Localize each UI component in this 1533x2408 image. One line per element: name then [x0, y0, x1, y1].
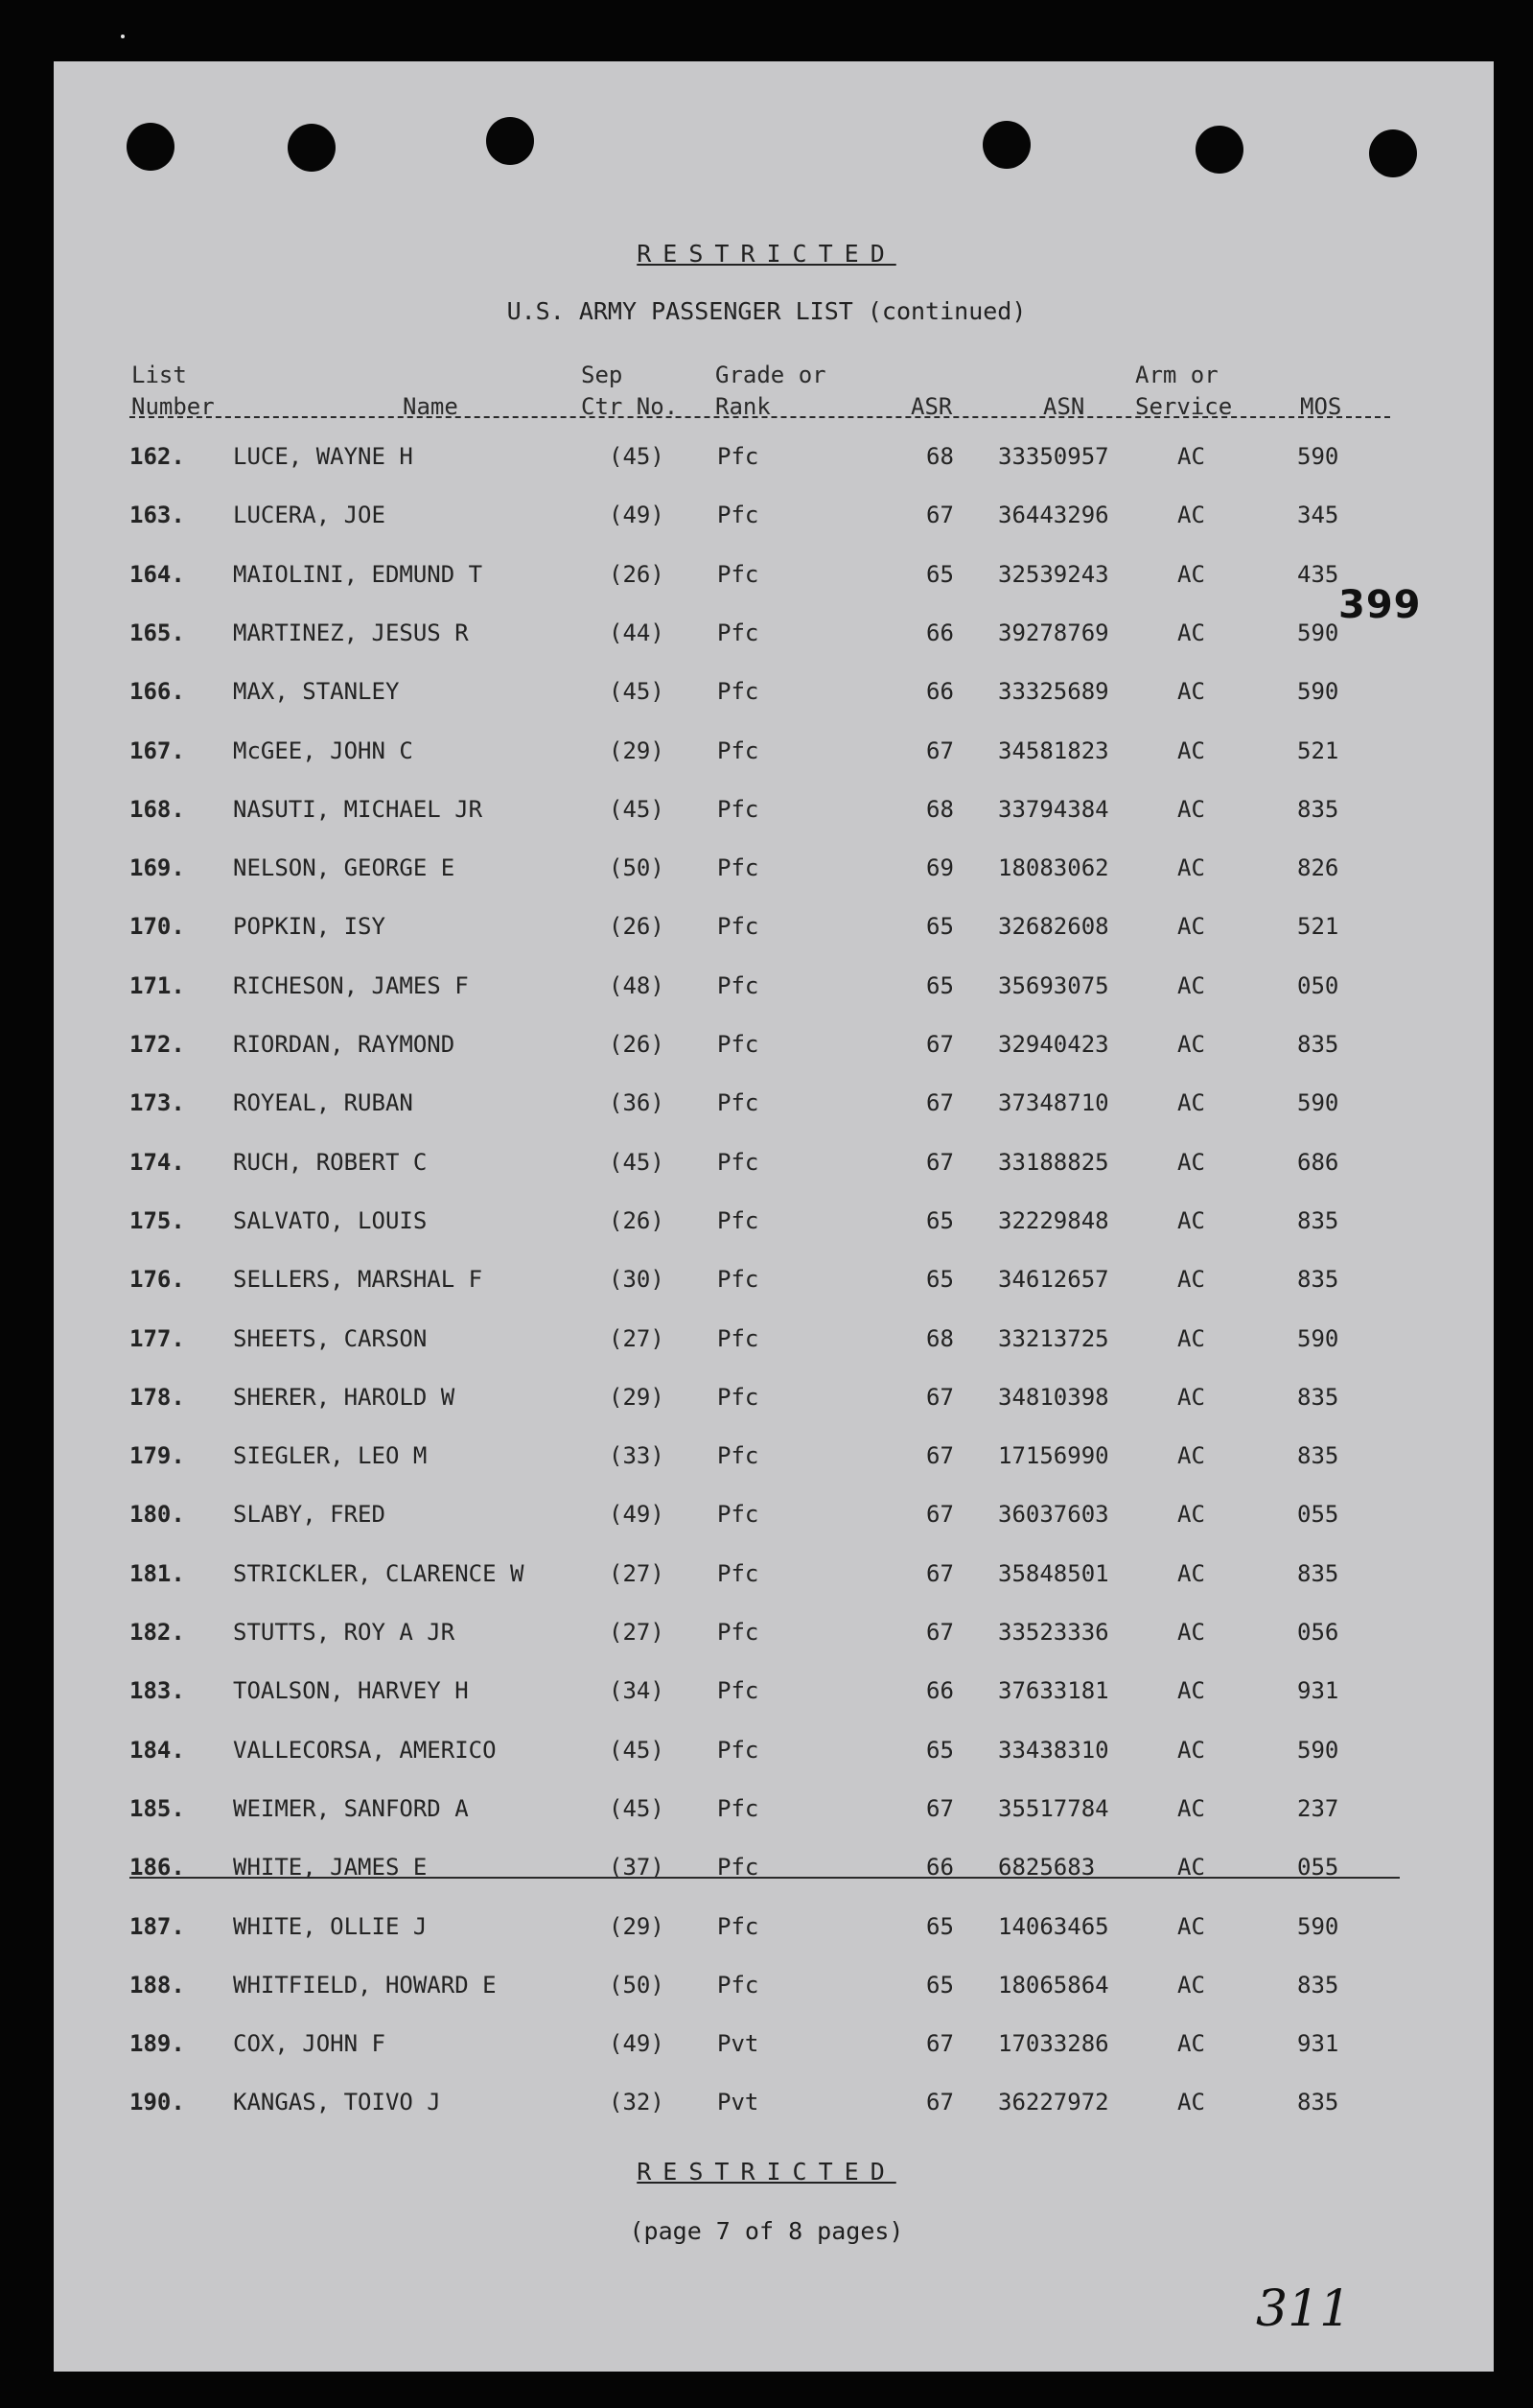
row-number: 167.	[129, 736, 185, 764]
col-header-mos: MOS	[1300, 393, 1342, 420]
grade-rank: Pfc	[717, 1912, 759, 1940]
arm-service: AC	[1177, 1559, 1205, 1587]
strikethrough-line	[129, 1877, 1400, 1879]
grade-rank: Pfc	[717, 1854, 759, 1882]
grade-rank: Pfc	[717, 1971, 759, 1999]
mos-code: 590	[1297, 619, 1339, 646]
grade-rank: Pfc	[717, 736, 759, 764]
arm-service: AC	[1177, 502, 1205, 529]
asr-score: 67	[926, 1031, 954, 1058]
table-row	[0, 2030, 1533, 2069]
arm-service: AC	[1177, 2089, 1205, 2116]
arm-service: AC	[1177, 1912, 1205, 1940]
mos-code: 686	[1297, 1148, 1339, 1176]
sep-ctr-number: (37)	[609, 1854, 664, 1882]
mos-code: 590	[1297, 1912, 1339, 1940]
arm-service: AC	[1177, 1089, 1205, 1117]
table-row	[0, 913, 1533, 951]
table-row	[0, 796, 1533, 834]
asr-score: 65	[926, 1736, 954, 1764]
mos-code: 590	[1297, 1089, 1339, 1117]
mos-code: 590	[1297, 1736, 1339, 1764]
passenger-name: LUCERA, JOE	[233, 502, 385, 529]
mos-code: 835	[1297, 1442, 1339, 1470]
row-number: 184.	[129, 1736, 185, 1764]
asn-number: 36227972	[998, 2089, 1109, 2116]
grade-rank: Pfc	[717, 678, 759, 706]
passenger-name: SHEETS, CARSON	[233, 1324, 428, 1352]
asn-number: 32940423	[998, 1031, 1109, 1058]
arm-service: AC	[1177, 1619, 1205, 1646]
asn-number: 37633181	[998, 1677, 1109, 1705]
table-row	[0, 1619, 1533, 1657]
col-header-arm: Arm or Service	[1135, 362, 1233, 420]
row-number: 185.	[129, 1794, 185, 1822]
asn-number: 35693075	[998, 971, 1109, 999]
asr-score: 65	[926, 1206, 954, 1234]
sep-ctr-number: (26)	[609, 1206, 664, 1234]
asr-score: 67	[926, 502, 954, 529]
grade-rank: Pfc	[717, 502, 759, 529]
grade-rank: Pfc	[717, 1794, 759, 1822]
sep-ctr-number: (27)	[609, 1324, 664, 1352]
asn-number: 17033286	[998, 2030, 1109, 2058]
asn-number: 33523336	[998, 1619, 1109, 1646]
arm-service: AC	[1177, 1206, 1205, 1234]
asr-score: 67	[926, 736, 954, 764]
row-number: 165.	[129, 619, 185, 646]
table-row	[0, 1442, 1533, 1481]
sep-ctr-number: (30)	[609, 1266, 664, 1294]
arm-service: AC	[1177, 1383, 1205, 1411]
sep-ctr-number: (49)	[609, 2030, 664, 2058]
asn-number: 34810398	[998, 1383, 1109, 1411]
sep-ctr-number: (27)	[609, 1619, 664, 1646]
mos-code: 521	[1297, 913, 1339, 941]
asn-number: 33213725	[998, 1324, 1109, 1352]
asr-score: 67	[926, 1559, 954, 1587]
row-number: 164.	[129, 560, 185, 588]
arm-service: AC	[1177, 1031, 1205, 1058]
asr-score: 68	[926, 1324, 954, 1352]
table-row	[0, 678, 1533, 716]
passenger-name: NASUTI, MICHAEL JR	[233, 795, 483, 823]
passenger-name: RIORDAN, RAYMOND	[233, 1031, 455, 1058]
passenger-name: STRICKLER, CLARENCE W	[233, 1559, 524, 1587]
passenger-name: ROYEAL, RUBAN	[233, 1089, 413, 1117]
table-row	[0, 737, 1533, 776]
handwritten-page-number: 311	[1256, 2280, 1352, 2338]
arm-service: AC	[1177, 1501, 1205, 1529]
asr-score: 67	[926, 1794, 954, 1822]
asr-score: 67	[926, 1148, 954, 1176]
grade-rank: Pfc	[717, 1148, 759, 1176]
sep-ctr-number: (45)	[609, 1794, 664, 1822]
table-row	[0, 1384, 1533, 1422]
asn-number: 37348710	[998, 1089, 1109, 1117]
row-number: 175.	[129, 1206, 185, 1234]
mos-code: 826	[1297, 854, 1339, 882]
grade-rank: Pfc	[717, 1677, 759, 1705]
row-number: 173.	[129, 1089, 185, 1117]
table-row	[0, 1501, 1533, 1539]
mos-code: 237	[1297, 1794, 1339, 1822]
asn-number: 33325689	[998, 678, 1109, 706]
asn-number: 32539243	[998, 560, 1109, 588]
mos-code: 835	[1297, 1559, 1339, 1587]
asn-number: 34581823	[998, 736, 1109, 764]
col-header-asn: ASN	[1043, 393, 1085, 420]
grade-rank: Pfc	[717, 443, 759, 470]
row-number: 172.	[129, 1031, 185, 1058]
asn-number: 35517784	[998, 1794, 1109, 1822]
passenger-name: WHITFIELD, HOWARD E	[233, 1971, 497, 1999]
row-number: 162.	[129, 443, 185, 470]
passenger-name: MARTINEZ, JESUS R	[233, 619, 469, 646]
grade-rank: Pvt	[717, 2089, 759, 2116]
arm-service: AC	[1177, 1324, 1205, 1352]
grade-rank: Pfc	[717, 913, 759, 941]
arm-service: AC	[1177, 854, 1205, 882]
sep-ctr-number: (44)	[609, 619, 664, 646]
arm-service: AC	[1177, 1677, 1205, 1705]
passenger-name: POPKIN, ISY	[233, 913, 385, 941]
punch-hole	[127, 123, 174, 171]
mos-code: 835	[1297, 795, 1339, 823]
mos-code: 435	[1297, 560, 1339, 588]
punch-hole	[288, 124, 336, 172]
row-number: 189.	[129, 2030, 185, 2058]
mos-code: 835	[1297, 1206, 1339, 1234]
asn-number: 32229848	[998, 1206, 1109, 1234]
asr-score: 67	[926, 1501, 954, 1529]
table-row	[0, 1149, 1533, 1187]
sep-ctr-number: (45)	[609, 443, 664, 470]
asn-number: 32682608	[998, 913, 1109, 941]
table-row	[0, 2089, 1533, 2127]
table-row	[0, 1325, 1533, 1364]
col-header-list-number: List Number	[131, 362, 215, 420]
asr-score: 69	[926, 854, 954, 882]
arm-service: AC	[1177, 1736, 1205, 1764]
grade-rank: Pfc	[717, 1736, 759, 1764]
arm-service: AC	[1177, 619, 1205, 646]
mos-code: 055	[1297, 1501, 1339, 1529]
table-row	[0, 1207, 1533, 1246]
asr-score: 67	[926, 1442, 954, 1470]
mos-code: 590	[1297, 443, 1339, 470]
sep-ctr-number: (32)	[609, 2089, 664, 2116]
grade-rank: Pfc	[717, 1559, 759, 1587]
row-number: 186.	[129, 1854, 185, 1882]
asr-score: 65	[926, 1912, 954, 1940]
row-number: 183.	[129, 1677, 185, 1705]
asr-score: 67	[926, 1383, 954, 1411]
asr-score: 67	[926, 1089, 954, 1117]
passenger-name: LUCE, WAYNE H	[233, 443, 413, 470]
passenger-name: SHERER, HAROLD W	[233, 1383, 455, 1411]
mos-code: 590	[1297, 678, 1339, 706]
sep-ctr-number: (45)	[609, 1736, 664, 1764]
asr-score: 68	[926, 795, 954, 823]
table-row	[0, 1266, 1533, 1304]
grade-rank: Pfc	[717, 1619, 759, 1646]
row-number: 179.	[129, 1442, 185, 1470]
asn-number: 34612657	[998, 1266, 1109, 1294]
col-header-asr: ASR	[911, 393, 953, 420]
grade-rank: Pfc	[717, 1031, 759, 1058]
asn-number: 33188825	[998, 1148, 1109, 1176]
asr-score: 66	[926, 1677, 954, 1705]
grade-rank: Pfc	[717, 971, 759, 999]
table-row	[0, 1031, 1533, 1069]
mos-code: 931	[1297, 1677, 1339, 1705]
asn-number: 6825683	[998, 1854, 1096, 1882]
grade-rank: Pfc	[717, 795, 759, 823]
sep-ctr-number: (45)	[609, 1148, 664, 1176]
asn-number: 35848501	[998, 1559, 1109, 1587]
asr-score: 66	[926, 619, 954, 646]
passenger-name: NELSON, GEORGE E	[233, 854, 455, 882]
restricted-header: RESTRICTED	[637, 240, 896, 268]
col-header-sep-ctr: Sep Ctr No.	[581, 362, 679, 420]
passenger-name: WEIMER, SANFORD A	[233, 1794, 469, 1822]
table-row	[0, 854, 1533, 893]
row-number: 180.	[129, 1501, 185, 1529]
arm-service: AC	[1177, 443, 1205, 470]
table-row	[0, 1677, 1533, 1716]
mos-code: 835	[1297, 1971, 1339, 1999]
asr-score: 67	[926, 1619, 954, 1646]
asn-number: 36037603	[998, 1501, 1109, 1529]
table-row	[0, 1854, 1533, 1892]
asr-score: 65	[926, 913, 954, 941]
asn-number: 17156990	[998, 1442, 1109, 1470]
row-number: 163.	[129, 502, 185, 529]
grade-rank: Pfc	[717, 1206, 759, 1234]
sep-ctr-number: (33)	[609, 1442, 664, 1470]
asn-number: 39278769	[998, 619, 1109, 646]
arm-service: AC	[1177, 1971, 1205, 1999]
sep-ctr-number: (48)	[609, 971, 664, 999]
mos-code: 050	[1297, 971, 1339, 999]
table-row	[0, 1795, 1533, 1834]
arm-service: AC	[1177, 736, 1205, 764]
table-row	[0, 620, 1533, 658]
sep-ctr-number: (29)	[609, 736, 664, 764]
dust-speck	[121, 35, 125, 38]
sep-ctr-number: (34)	[609, 1677, 664, 1705]
page-indicator: (page 7 of 8 pages)	[629, 2217, 904, 2245]
sep-ctr-number: (29)	[609, 1912, 664, 1940]
row-number: 188.	[129, 1971, 185, 1999]
mos-code: 055	[1297, 1854, 1339, 1882]
passenger-name: SIEGLER, LEO M	[233, 1442, 428, 1470]
arm-service: AC	[1177, 1854, 1205, 1882]
grade-rank: Pfc	[717, 1442, 759, 1470]
row-number: 181.	[129, 1559, 185, 1587]
row-number: 169.	[129, 854, 185, 882]
sep-ctr-number: (50)	[609, 1971, 664, 1999]
grade-rank: Pvt	[717, 2030, 759, 2058]
row-number: 170.	[129, 913, 185, 941]
sep-ctr-number: (26)	[609, 913, 664, 941]
arm-service: AC	[1177, 678, 1205, 706]
sep-ctr-number: (45)	[609, 678, 664, 706]
asr-score: 65	[926, 560, 954, 588]
arm-service: AC	[1177, 1794, 1205, 1822]
table-row	[0, 1913, 1533, 1952]
punch-hole	[1369, 129, 1417, 177]
sep-ctr-number: (27)	[609, 1559, 664, 1587]
passenger-name: RICHESON, JAMES F	[233, 971, 469, 999]
grade-rank: Pfc	[717, 854, 759, 882]
arm-service: AC	[1177, 560, 1205, 588]
passenger-name: SLABY, FRED	[233, 1501, 385, 1529]
asn-number: 18065864	[998, 1971, 1109, 1999]
stamped-number: 399	[1338, 583, 1422, 627]
asn-number: 33794384	[998, 795, 1109, 823]
passenger-name: WHITE, OLLIE J	[233, 1912, 428, 1940]
passenger-name: SALVATO, LOUIS	[233, 1206, 428, 1234]
mos-code: 521	[1297, 736, 1339, 764]
passenger-name: KANGAS, TOIVO J	[233, 2089, 441, 2116]
sep-ctr-number: (49)	[609, 502, 664, 529]
mos-code: 835	[1297, 1383, 1339, 1411]
sep-ctr-number: (29)	[609, 1383, 664, 1411]
asr-score: 67	[926, 2030, 954, 2058]
grade-rank: Pfc	[717, 1501, 759, 1529]
asn-number: 36443296	[998, 502, 1109, 529]
mos-code: 056	[1297, 1619, 1339, 1646]
page-title: U.S. ARMY PASSENGER LIST (continued)	[506, 297, 1027, 325]
passenger-name: WHITE, JAMES E	[233, 1854, 428, 1882]
sep-ctr-number: (36)	[609, 1089, 664, 1117]
mos-code: 835	[1297, 1031, 1339, 1058]
passenger-name: VALLECORSA, AMERICO	[233, 1736, 497, 1764]
arm-service: AC	[1177, 795, 1205, 823]
row-number: 168.	[129, 795, 185, 823]
passenger-name: SELLERS, MARSHAL F	[233, 1266, 483, 1294]
table-row	[0, 1560, 1533, 1599]
mos-code: 590	[1297, 1324, 1339, 1352]
table-row	[0, 1737, 1533, 1775]
grade-rank: Pfc	[717, 1089, 759, 1117]
punch-hole	[983, 121, 1031, 169]
arm-service: AC	[1177, 913, 1205, 941]
row-number: 166.	[129, 678, 185, 706]
arm-service: AC	[1177, 1266, 1205, 1294]
asr-score: 66	[926, 678, 954, 706]
table-row	[0, 1972, 1533, 2010]
punch-hole	[486, 117, 534, 165]
sep-ctr-number: (45)	[609, 795, 664, 823]
asr-score: 65	[926, 1971, 954, 1999]
col-header-name: Name	[403, 393, 458, 420]
passenger-name: MAIOLINI, EDMUND T	[233, 560, 483, 588]
asr-score: 65	[926, 971, 954, 999]
grade-rank: Pfc	[717, 1266, 759, 1294]
asn-number: 33350957	[998, 443, 1109, 470]
passenger-name: McGEE, JOHN C	[233, 736, 413, 764]
restricted-footer: RESTRICTED	[637, 2158, 896, 2186]
table-row	[0, 561, 1533, 599]
punch-hole	[1196, 126, 1243, 174]
mos-code: 345	[1297, 502, 1339, 529]
row-number: 176.	[129, 1266, 185, 1294]
col-header-grade: Grade or Rank	[715, 362, 826, 420]
sep-ctr-number: (50)	[609, 854, 664, 882]
header-underline	[129, 416, 1390, 418]
table-row	[0, 443, 1533, 481]
arm-service: AC	[1177, 1442, 1205, 1470]
row-number: 187.	[129, 1912, 185, 1940]
passenger-name: STUTTS, ROY A JR	[233, 1619, 455, 1646]
grade-rank: Pfc	[717, 619, 759, 646]
table-row	[0, 1089, 1533, 1128]
asr-score: 66	[926, 1854, 954, 1882]
mos-code: 835	[1297, 2089, 1339, 2116]
asr-score: 68	[926, 443, 954, 470]
sep-ctr-number: (26)	[609, 1031, 664, 1058]
sep-ctr-number: (26)	[609, 560, 664, 588]
asn-number: 18083062	[998, 854, 1109, 882]
mos-code: 931	[1297, 2030, 1339, 2058]
table-row	[0, 502, 1533, 540]
passenger-name: RUCH, ROBERT C	[233, 1148, 428, 1176]
asn-number: 33438310	[998, 1736, 1109, 1764]
row-number: 182.	[129, 1619, 185, 1646]
row-number: 190.	[129, 2089, 185, 2116]
grade-rank: Pfc	[717, 560, 759, 588]
arm-service: AC	[1177, 2030, 1205, 2058]
passenger-name: TOALSON, HARVEY H	[233, 1677, 469, 1705]
asr-score: 65	[926, 1266, 954, 1294]
asn-number: 14063465	[998, 1912, 1109, 1940]
passenger-name: MAX, STANLEY	[233, 678, 400, 706]
row-number: 177.	[129, 1324, 185, 1352]
arm-service: AC	[1177, 1148, 1205, 1176]
mos-code: 835	[1297, 1266, 1339, 1294]
table-row	[0, 972, 1533, 1011]
grade-rank: Pfc	[717, 1383, 759, 1411]
passenger-name: COX, JOHN F	[233, 2030, 385, 2058]
sep-ctr-number: (49)	[609, 1501, 664, 1529]
row-number: 171.	[129, 971, 185, 999]
arm-service: AC	[1177, 971, 1205, 999]
asr-score: 67	[926, 2089, 954, 2116]
row-number: 178.	[129, 1383, 185, 1411]
grade-rank: Pfc	[717, 1324, 759, 1352]
row-number: 174.	[129, 1148, 185, 1176]
